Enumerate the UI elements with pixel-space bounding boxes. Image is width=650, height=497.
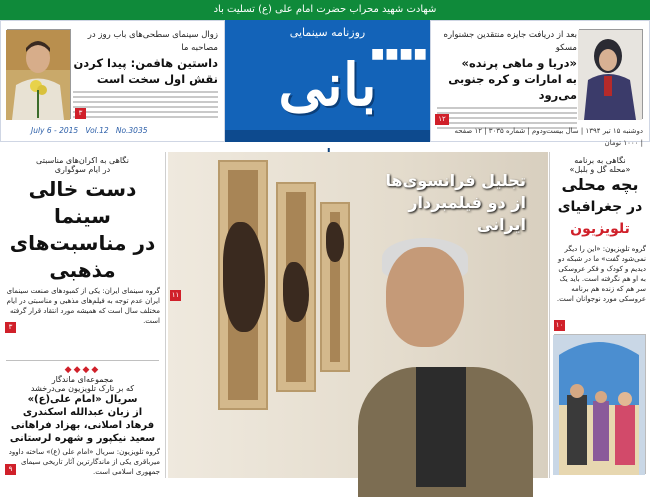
- issue-number: No.3035: [115, 126, 148, 135]
- left-kicker-1: نگاهی به اکران‌های مناسبتی: [36, 156, 129, 165]
- masthead-logo: بانی: [278, 51, 377, 119]
- issue-volume: Vol.12: [85, 126, 109, 135]
- masthead-subtitle: روزنامه سینمایی: [289, 26, 366, 39]
- left-lead-2: گروه تلویزیون: سریال «امام علی (ع)» ساخته داوود میرباقری یکی از ماندگارترین آثار تاریخی سیمای جمهوری اسلامی است.: [8, 448, 160, 476]
- issue-info-latin: [31, 125, 148, 137]
- page-badge: ۳: [5, 322, 16, 333]
- left-teaser-title-2: نقش اول سخت است: [96, 72, 218, 86]
- left-kicker-3: مجموعه‌ای ماندگار: [51, 375, 114, 384]
- right-headline-3: تلویزیون: [570, 221, 630, 237]
- cover-photo[interactable]: [168, 152, 548, 478]
- diamond-ornament: ◆◆◆◆: [64, 365, 101, 375]
- left-kicker-4: که بر تارک تلویزیون می‌درخشد: [30, 384, 135, 393]
- left-lead: گروه سینمای ایران: یکی از کمبودهای صنعت سینمای ایران عدم توجه به فیلم‌های مذهبی و مناسبتی در ایام مختلف سال است که همیشه مورد انتقاد قرار گرفته است.: [6, 287, 160, 325]
- left-headline-4: سریال «امام علی(ع)»: [27, 394, 138, 405]
- sculpture: [326, 222, 344, 262]
- issue-date: July 6 - 2015: [31, 126, 79, 135]
- page-badge: ۹: [5, 464, 16, 475]
- page-badge: ۳: [75, 108, 86, 119]
- actress-photo: [579, 29, 643, 119]
- left-headline-5: از زبان عبدالله اسکندری: [22, 407, 143, 418]
- left-headline-3: مذهبی: [49, 258, 116, 282]
- right-kicker-2: «محله گل و بلبل»: [569, 165, 631, 174]
- tv-show-image: [553, 335, 645, 475]
- left-headline-6: فرهاد اصلانی، بهزاد فراهانی: [10, 420, 155, 431]
- photo-caption-line-2: از دو فیلمبردار ایرانی: [408, 193, 526, 234]
- page-badge: ۱۰: [555, 321, 564, 329]
- photo-caption-line-1: تجلیل فرانسوی‌ها: [385, 171, 526, 190]
- masthead-right-teaser[interactable]: [430, 20, 650, 147]
- text-lines: [73, 91, 218, 118]
- portrait-image: [6, 30, 70, 120]
- man-head: [386, 247, 464, 347]
- right-lead: گروه تلویزیون: «این را دیگر نمی‌شود گفت» ما در شبکه دو دیدیم و کودک و فکر عروسکی به او هم نگرفته است. باید یک سر هم که زنده هم برنامه عروسکی مورد نوجوانان است.: [556, 245, 646, 303]
- top-strip-text: شهادت شهید محراب حضرت امام علی (ع) تسلیت باد: [213, 4, 437, 15]
- man-shirt: [416, 367, 466, 487]
- right-teaser-text: [437, 29, 577, 132]
- left-headline-2: در مناسبت‌های: [9, 231, 156, 255]
- top-strip: [0, 0, 650, 20]
- issue-info-persian: دوشنبه ۱۵ تیر ۱۳۹۴ | سال بیست‌ودوم | شماره ۳۰۳۵ | ۱۲ صفحه | ۱۰۰۰ تومان: [454, 127, 643, 147]
- right-teaser-title-2: به امارات و کره جنوبی می‌رود: [448, 72, 577, 102]
- dustin-hoffman-photo: [7, 29, 71, 119]
- logo-bottom-bar: [225, 130, 430, 142]
- left-teaser-kicker: زوال سینمای سطحی‌های باب روز در مصاحبه ما: [87, 30, 218, 53]
- page-badge: ۱۲: [435, 114, 449, 125]
- portrait-image: [578, 30, 642, 120]
- tv-show-photo: [554, 334, 646, 474]
- left-headline-1: دست خالی سینما: [28, 177, 137, 228]
- masthead-logo-block[interactable]: [225, 20, 430, 142]
- right-column-article[interactable]: [549, 152, 650, 478]
- right-headline-2: در جغرافیای: [557, 199, 643, 215]
- photo-caption: [366, 170, 526, 236]
- logo-dots: ■■■■: [371, 46, 428, 62]
- right-teaser-title-1: «دریا و ماهی پرنده»: [461, 56, 577, 70]
- masthead-left-teaser[interactable]: [0, 20, 225, 142]
- right-kicker-1: نگاهی به برنامه: [574, 156, 626, 165]
- left-teaser-title-1: داستین هافمن: پیدا کردن: [73, 56, 218, 70]
- left-column-articles[interactable]: [0, 152, 166, 478]
- divider: [6, 360, 159, 361]
- right-headline-1: بچه محلی: [561, 175, 639, 194]
- left-kicker-2: در ایام سوگواری: [54, 165, 111, 174]
- left-headline-7: سعید نیکپور و شهره لرستانی: [9, 433, 156, 444]
- left-teaser-text: [73, 29, 218, 121]
- right-teaser-kicker: بعد از دریافت جایزه منتقدین جشنواره مسکو: [443, 30, 577, 53]
- page-badge: ۱۱: [171, 291, 180, 299]
